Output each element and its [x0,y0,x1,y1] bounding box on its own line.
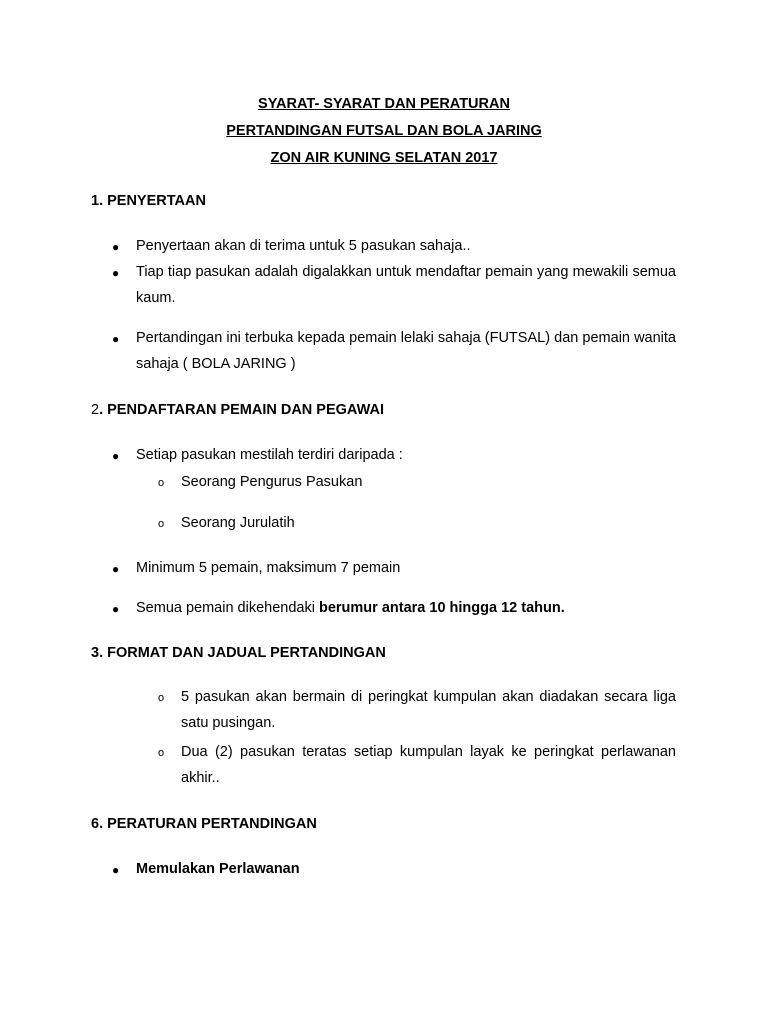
circle-bullet-icon: o [158,747,165,759]
section-3-sub-item-1: 5 pasukan akan bermain di peringkat kumpulan akan diadakan secara liga satu pusingan. [181,689,676,731]
bullet-icon: ● [112,266,120,280]
section-2-sub-item-2: Seorang Jurulatih [181,515,295,531]
bullet-icon: ● [112,332,120,346]
bullet-icon: ● [112,863,120,877]
section-1-heading: 1. PENYERTAAN [91,193,206,209]
section-2-heading-number: 2 [91,402,100,418]
bullet-icon: ● [112,562,120,576]
section-2-item-2: Minimum 5 pemain, maksimum 7 pemain [136,560,401,576]
circle-bullet-icon: o [158,477,165,489]
document-title-line-1: SYARAT- SYARAT DAN PERATURAN [258,96,510,112]
section-1-item-2: Tiap tiap pasukan adalah digalakkan untuk mendaftar pemain yang mewakili semua kaum. [136,264,676,306]
section-1-item-3: Pertandingan ini terbuka kepada pemain lelaki sahaja (FUTSAL) dan pemain wanita sahaja ( BOLA JARING ) [136,330,676,372]
section-2-heading-text: . PENDAFTARAN PEMAIN DAN PEGAWAI [99,402,384,418]
section-3-sub-item-2: Dua (2) pasukan teratas setiap kumpulan layak ke peringkat perlawanan akhir.. [181,744,676,786]
section-2-item-1: Setiap pasukan mestilah terdiri daripada : [136,447,403,463]
section-2-item-3-text: Semua pemain dikehendaki [136,600,319,616]
section-2-sub-item-1: Seorang Pengurus Pasukan [181,474,363,490]
bullet-icon: ● [112,449,120,463]
section-2-heading [91,401,384,419]
document-title-line-3: ZON AIR KUNING SELATAN 2017 [270,150,498,166]
bullet-icon: ● [112,602,120,616]
document-title-line-2: PERTANDINGAN FUTSAL DAN BOLA JARING [226,123,542,139]
circle-bullet-icon: o [158,692,165,704]
section-2-item-3-bold-text: berumur antara 10 hingga 12 tahun. [318,600,565,616]
bullet-icon: ● [112,240,120,254]
section-2-item-3 [136,599,676,617]
section-6-item-1: Memulakan Perlawanan [136,861,300,877]
circle-bullet-icon: o [158,518,165,530]
section-1-item-1: Penyertaan akan di terima untuk 5 pasukan sahaja.. [136,238,471,254]
section-3-heading: 3. FORMAT DAN JADUAL PERTANDINGAN [91,645,386,661]
section-6-heading: 6. PERATURAN PERTANDINGAN [91,816,317,832]
